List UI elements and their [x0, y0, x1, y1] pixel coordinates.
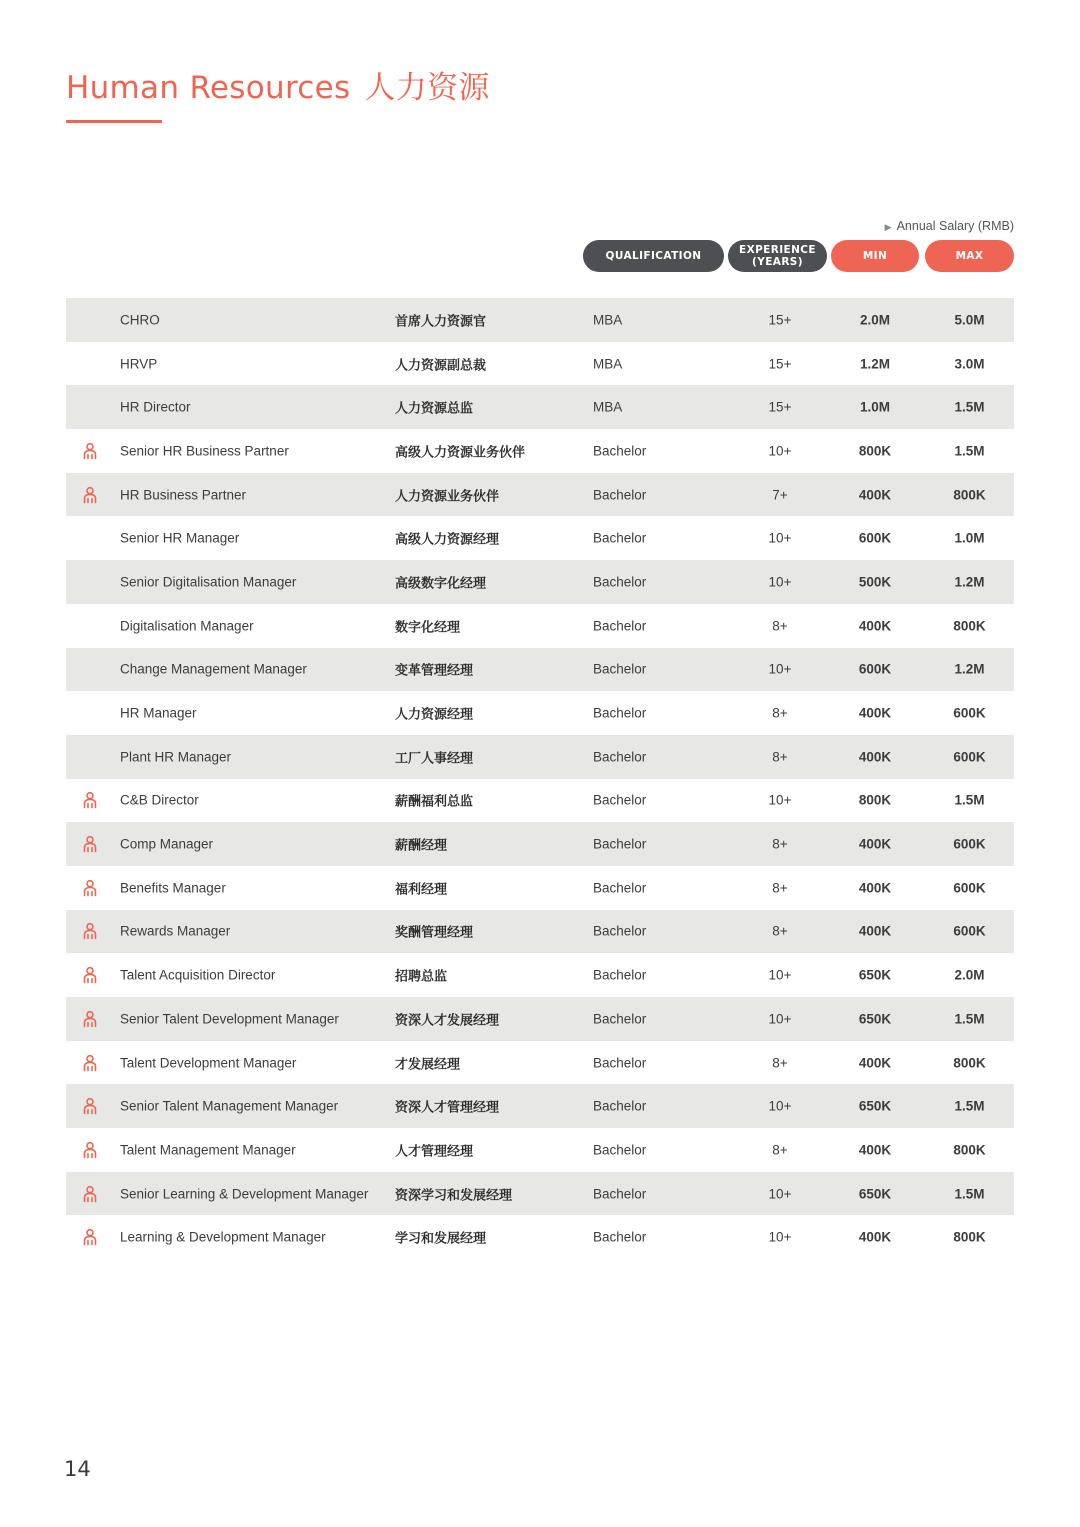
salary-min-cell: 1.2M	[859, 356, 890, 372]
job-title-en: Comp Manager	[120, 836, 214, 852]
experience-cell: 8+	[772, 836, 788, 852]
table-row	[66, 735, 1014, 779]
salary-min-cell: 800K	[858, 792, 892, 808]
person-icon	[83, 967, 97, 984]
job-title-en: Digitalisation Manager	[120, 618, 254, 634]
salary-max-cell: 800K	[953, 1055, 986, 1071]
qualification-cell: Bachelor	[593, 1098, 647, 1114]
experience-cell: 8+	[772, 880, 788, 896]
salary-max-cell: 1.5M	[954, 1098, 985, 1114]
salary-min-cell: 600K	[858, 661, 892, 677]
salary-max-cell: 800K	[953, 1229, 986, 1245]
qualification-cell: Bachelor	[593, 705, 647, 721]
person-icon	[83, 836, 97, 853]
job-title-zh: 福利经理	[395, 882, 448, 898]
qualification-cell: MBA	[593, 399, 623, 415]
page-number: 14	[64, 1457, 91, 1481]
salary-max-cell: 1.2M	[954, 661, 985, 677]
salary-max-cell: 600K	[953, 836, 986, 852]
table-row	[66, 604, 1014, 648]
job-title-zh: 变革管理经理	[395, 663, 474, 679]
salary-max-cell: 5.0M	[954, 312, 985, 328]
experience-cell: 10+	[768, 1011, 792, 1027]
salary-min-cell: 400K	[858, 618, 892, 634]
table-row	[66, 385, 1014, 429]
salary-max-cell: 600K	[953, 749, 986, 765]
job-title-zh: 人力资源经理	[395, 707, 474, 723]
person-icon	[83, 1098, 97, 1115]
salary-max-cell: 600K	[953, 705, 986, 721]
job-title-en: Talent Management Manager	[120, 1142, 296, 1158]
experience-cell: 10+	[768, 661, 792, 677]
job-title-zh: 人力资源副总裁	[395, 358, 487, 374]
experience-cell: 8+	[772, 618, 788, 634]
experience-cell: 10+	[768, 1229, 792, 1245]
salary-max-cell: 800K	[953, 1142, 986, 1158]
job-title-en: Change Management Manager	[120, 661, 307, 677]
qualification-cell: Bachelor	[593, 530, 647, 546]
salary-max-cell: 1.5M	[954, 1011, 985, 1027]
job-title-en: C&B Director	[120, 792, 199, 808]
job-title-zh: 数字化经理	[395, 620, 461, 636]
salary-min-cell: 400K	[858, 1055, 892, 1071]
job-title-zh: 奖酬管理经理	[395, 925, 474, 941]
salary-min-cell: 650K	[858, 1186, 892, 1202]
job-title-en: Talent Acquisition Director	[120, 967, 276, 983]
job-title-en: Senior Learning & Development Manager	[120, 1186, 369, 1202]
table-row	[66, 691, 1014, 735]
header-max-label: MAX	[955, 250, 984, 262]
job-title-en: Talent Development Manager	[120, 1055, 297, 1071]
experience-cell: 8+	[772, 749, 788, 765]
person-icon	[83, 1054, 97, 1071]
salary-table	[66, 298, 1014, 1259]
person-icon	[83, 442, 97, 459]
experience-cell: 8+	[772, 923, 788, 939]
experience-cell: 8+	[772, 705, 788, 721]
job-title-zh: 薪酬福利总监	[395, 794, 474, 810]
salary-min-cell: 400K	[858, 487, 892, 503]
salary-max-cell: 1.0M	[954, 530, 985, 546]
person-icon	[83, 792, 97, 809]
experience-cell: 15+	[768, 356, 792, 372]
job-title-en: Learning & Development Manager	[120, 1229, 326, 1245]
salary-min-cell: 400K	[858, 705, 892, 721]
table-row	[66, 298, 1014, 342]
experience-cell: 15+	[768, 312, 792, 328]
job-title-zh: 资深人才发展经理	[395, 1013, 500, 1029]
salary-max-cell: 3.0M	[954, 356, 985, 372]
job-title-zh: 高级人力资源经理	[395, 532, 500, 548]
header-max	[925, 240, 1014, 272]
experience-cell: 10+	[768, 530, 792, 546]
job-title-zh: 工厂人事经理	[395, 751, 474, 767]
qualification-cell: MBA	[593, 312, 623, 328]
table-row	[66, 473, 1014, 517]
qualification-cell: Bachelor	[593, 1011, 647, 1027]
experience-cell: 10+	[768, 443, 792, 459]
salary-max-cell: 1.2M	[954, 574, 985, 590]
table-row	[66, 1128, 1014, 1172]
qualification-cell: Bachelor	[593, 836, 647, 852]
salary-min-cell: 650K	[858, 1098, 892, 1114]
person-icon	[83, 1229, 97, 1246]
qualification-cell: Bachelor	[593, 618, 647, 634]
qualification-cell: Bachelor	[593, 923, 647, 939]
job-title-en: Plant HR Manager	[120, 749, 232, 765]
table-row	[66, 342, 1014, 386]
experience-cell: 8+	[772, 1142, 788, 1158]
salary-min-cell: 400K	[858, 749, 892, 765]
job-title-en: Senior Digitalisation Manager	[120, 574, 297, 590]
salary-max-cell: 1.5M	[954, 792, 985, 808]
salary-max-cell: 1.5M	[954, 443, 985, 459]
table-row	[66, 910, 1014, 954]
person-icon	[83, 1010, 97, 1027]
job-title-en: CHRO	[120, 312, 160, 328]
salary-min-cell: 650K	[858, 967, 892, 983]
job-title-en: Senior HR Manager	[120, 530, 240, 546]
qualification-cell: Bachelor	[593, 749, 647, 765]
person-icon	[83, 1185, 97, 1202]
salary-min-cell: 1.0M	[859, 399, 890, 415]
header-experience-line2: (YEARS)	[752, 256, 803, 268]
qualification-cell: Bachelor	[593, 967, 647, 983]
table-row	[66, 1172, 1014, 1216]
header-experience	[728, 240, 827, 272]
job-title-zh: 人力资源总监	[395, 401, 474, 417]
job-title-zh: 人才管理经理	[395, 1144, 474, 1160]
job-title-zh: 薪酬经理	[395, 838, 448, 854]
job-title-en: HR Manager	[120, 705, 197, 721]
qualification-cell: Bachelor	[593, 792, 647, 808]
header-qualification-label: QUALIFICATION	[605, 250, 702, 262]
job-title-zh: 资深学习和发展经理	[395, 1188, 513, 1204]
job-title-zh: 招聘总监	[395, 969, 448, 985]
salary-min-cell: 800K	[858, 443, 892, 459]
header-experience-line1: EXPERIENCE	[739, 244, 816, 256]
triangle-right-icon: ▶	[884, 222, 892, 232]
job-title-zh: 人力资源业务伙伴	[395, 489, 500, 505]
salary-min-cell: 400K	[858, 836, 892, 852]
experience-cell: 8+	[772, 1055, 788, 1071]
job-title-en: Senior Talent Development Manager	[120, 1011, 339, 1027]
table-row	[66, 516, 1014, 560]
job-title-en: Rewards Manager	[120, 923, 231, 939]
salary-min-cell: 600K	[858, 530, 892, 546]
header-min-label: MIN	[862, 250, 888, 262]
salary-min-cell: 400K	[858, 1142, 892, 1158]
qualification-cell: Bachelor	[593, 1055, 647, 1071]
qualification-cell: Bachelor	[593, 1142, 647, 1158]
person-icon	[83, 923, 97, 940]
person-icon	[83, 879, 97, 896]
experience-cell: 15+	[768, 399, 792, 415]
qualification-cell: Bachelor	[593, 487, 647, 503]
salary-note-text: Annual Salary (RMB)	[896, 219, 1014, 233]
experience-cell: 10+	[768, 1098, 792, 1114]
salary-min-cell: 2.0M	[859, 312, 890, 328]
table-row	[66, 1084, 1014, 1128]
table-row	[66, 953, 1014, 997]
salary-max-cell: 1.5M	[954, 1186, 985, 1202]
experience-cell: 7+	[772, 487, 788, 503]
qualification-cell: Bachelor	[593, 880, 647, 896]
job-title-en: HR Business Partner	[120, 487, 247, 503]
job-title-zh: 高级数字化经理	[395, 576, 487, 592]
salary-max-cell: 600K	[953, 923, 986, 939]
table-row	[66, 997, 1014, 1041]
job-title-en: Senior Talent Management Manager	[120, 1098, 339, 1114]
salary-min-cell: 400K	[858, 880, 892, 896]
table-row	[66, 779, 1014, 823]
table-row	[66, 429, 1014, 473]
job-title-en: HR Director	[120, 399, 191, 415]
header-min	[831, 240, 919, 272]
experience-cell: 10+	[768, 574, 792, 590]
salary-max-cell: 1.5M	[954, 399, 985, 415]
salary-max-cell: 2.0M	[954, 967, 985, 983]
salary-max-cell: 800K	[953, 618, 986, 634]
table-row	[66, 1041, 1014, 1085]
header-qualification	[583, 240, 724, 272]
salary-min-cell: 500K	[858, 574, 892, 590]
table-row	[66, 1215, 1014, 1259]
title-underline	[66, 120, 162, 123]
page-title-en: Human Resources	[66, 70, 351, 106]
qualification-cell: Bachelor	[593, 443, 647, 459]
salary-min-cell: 400K	[858, 923, 892, 939]
salary-min-cell: 650K	[858, 1011, 892, 1027]
job-title-en: HRVP	[120, 356, 158, 372]
job-title-zh: 才发展经理	[395, 1057, 461, 1073]
experience-cell: 10+	[768, 792, 792, 808]
salary-max-cell: 600K	[953, 880, 986, 896]
table-row	[66, 822, 1014, 866]
job-title-en: Senior HR Business Partner	[120, 443, 289, 459]
table-row	[66, 560, 1014, 604]
experience-cell: 10+	[768, 1186, 792, 1202]
person-icon	[83, 1141, 97, 1158]
experience-cell: 10+	[768, 967, 792, 983]
job-title-zh: 高级人力资源业务伙伴	[395, 445, 526, 461]
page-title	[66, 62, 490, 107]
page-title-zh: 人力资源	[364, 70, 490, 106]
person-icon	[83, 486, 97, 503]
job-title-en: Benefits Manager	[120, 880, 226, 896]
salary-note	[885, 219, 1014, 233]
salary-max-cell: 800K	[953, 487, 986, 503]
salary-min-cell: 400K	[858, 1229, 892, 1245]
job-title-zh: 资深人才管理经理	[395, 1100, 500, 1116]
table-row	[66, 648, 1014, 692]
job-title-zh: 学习和发展经理	[395, 1231, 487, 1247]
job-title-zh: 首席人力资源官	[395, 314, 487, 330]
qualification-cell: Bachelor	[593, 661, 647, 677]
table-row	[66, 866, 1014, 910]
qualification-cell: Bachelor	[593, 574, 647, 590]
qualification-cell: Bachelor	[593, 1229, 647, 1245]
qualification-cell: Bachelor	[593, 1186, 647, 1202]
qualification-cell: MBA	[593, 356, 623, 372]
